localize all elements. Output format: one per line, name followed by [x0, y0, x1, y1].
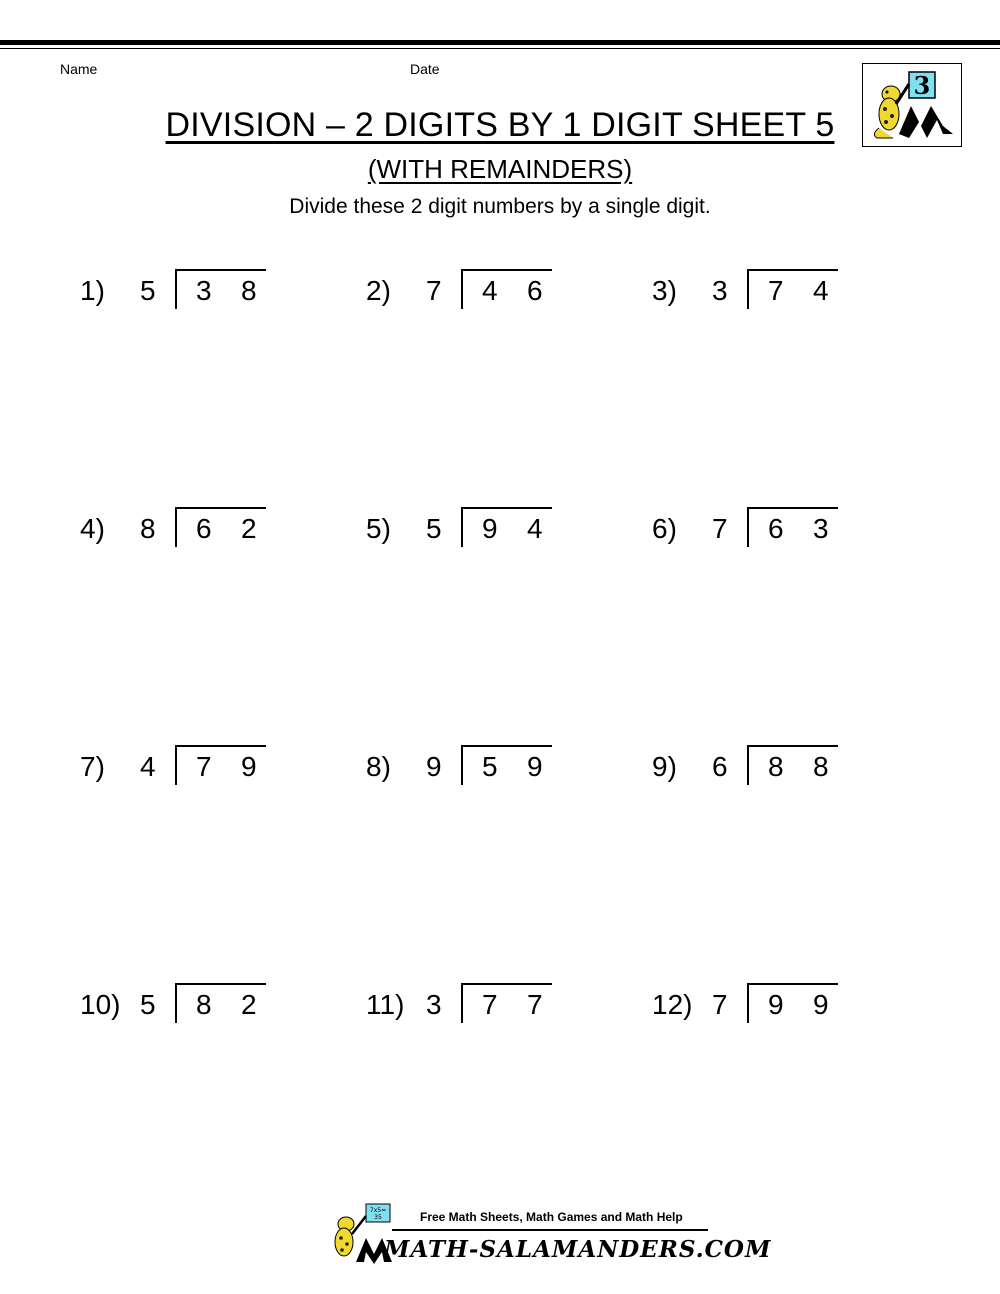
divisor: 5 — [140, 275, 156, 306]
divisor: 8 — [140, 513, 156, 544]
divisor: 4 — [140, 751, 156, 782]
divisor: 6 — [712, 751, 728, 782]
divisor: 9 — [426, 751, 442, 782]
svg-text:7x5=: 7x5= — [369, 1207, 387, 1214]
dividend-tens: 6 — [196, 513, 212, 544]
dividend-tens: 7 — [482, 989, 498, 1020]
problem-number: 8) — [366, 751, 391, 782]
worksheet-title: DIVISION – 2 DIGITS BY 1 DIGIT SHEET 5 — [165, 106, 835, 144]
dividend-tens: 6 — [768, 513, 784, 544]
footer-tagline: Free Math Sheets, Math Games and Math Help — [420, 1210, 683, 1224]
problem-number: 1) — [80, 275, 105, 306]
top-rule-thin — [0, 48, 1000, 49]
dividend-tens: 4 — [482, 275, 498, 306]
dividend-ones: 6 — [527, 275, 543, 306]
footer-rule — [392, 1229, 708, 1231]
svg-text:3: 3 — [913, 71, 931, 100]
problem-number: 11) — [366, 989, 405, 1020]
dividend-tens: 7 — [768, 275, 784, 306]
dividend-ones: 3 — [813, 513, 829, 544]
problem-number: 2) — [366, 275, 391, 306]
top-rule-thick — [0, 40, 1000, 45]
dividend-ones: 8 — [241, 275, 257, 306]
dividend-ones: 2 — [241, 989, 257, 1020]
divisor: 3 — [426, 989, 442, 1020]
worksheet-instructions: Divide these 2 digit numbers by a single digit. — [289, 195, 711, 218]
divisor: 5 — [426, 513, 442, 544]
dividend-tens: 9 — [482, 513, 498, 544]
dividend-ones: 4 — [527, 513, 543, 544]
name-label: Name — [60, 61, 98, 77]
problem-number: 12) — [652, 989, 693, 1020]
dividend-tens: 3 — [196, 275, 212, 306]
problem-number: 3) — [652, 275, 677, 306]
dividend-ones: 9 — [813, 989, 829, 1020]
dividend-tens: 7 — [196, 751, 212, 782]
problem-number: 5) — [366, 513, 391, 544]
dividend-ones: 4 — [813, 275, 829, 306]
divisor: 3 — [712, 275, 728, 306]
dividend-tens: 8 — [768, 751, 784, 782]
svg-text:35: 35 — [374, 1214, 382, 1221]
problem-number: 4) — [80, 513, 105, 544]
divisor: 5 — [140, 989, 156, 1020]
footer-brand: MATH-SALAMANDERS.COM — [384, 1236, 772, 1263]
worksheet-subtitle: (WITH REMAINDERS) — [367, 154, 633, 184]
problem-number: 6) — [652, 513, 677, 544]
dividend-ones: 8 — [813, 751, 829, 782]
divisor: 7 — [712, 513, 728, 544]
dividend-ones: 9 — [241, 751, 257, 782]
dividend-tens: 9 — [768, 989, 784, 1020]
problem-number: 9) — [652, 751, 677, 782]
divisor: 7 — [426, 275, 442, 306]
problem-number: 7) — [80, 751, 105, 782]
divisor: 7 — [712, 989, 728, 1020]
dividend-ones: 2 — [241, 513, 257, 544]
dividend-tens: 8 — [196, 989, 212, 1020]
dividend-tens: 5 — [482, 751, 498, 782]
dividend-ones: 7 — [527, 989, 543, 1020]
date-label: Date — [410, 61, 440, 77]
problem-number: 10) — [80, 989, 121, 1020]
dividend-ones: 9 — [527, 751, 543, 782]
